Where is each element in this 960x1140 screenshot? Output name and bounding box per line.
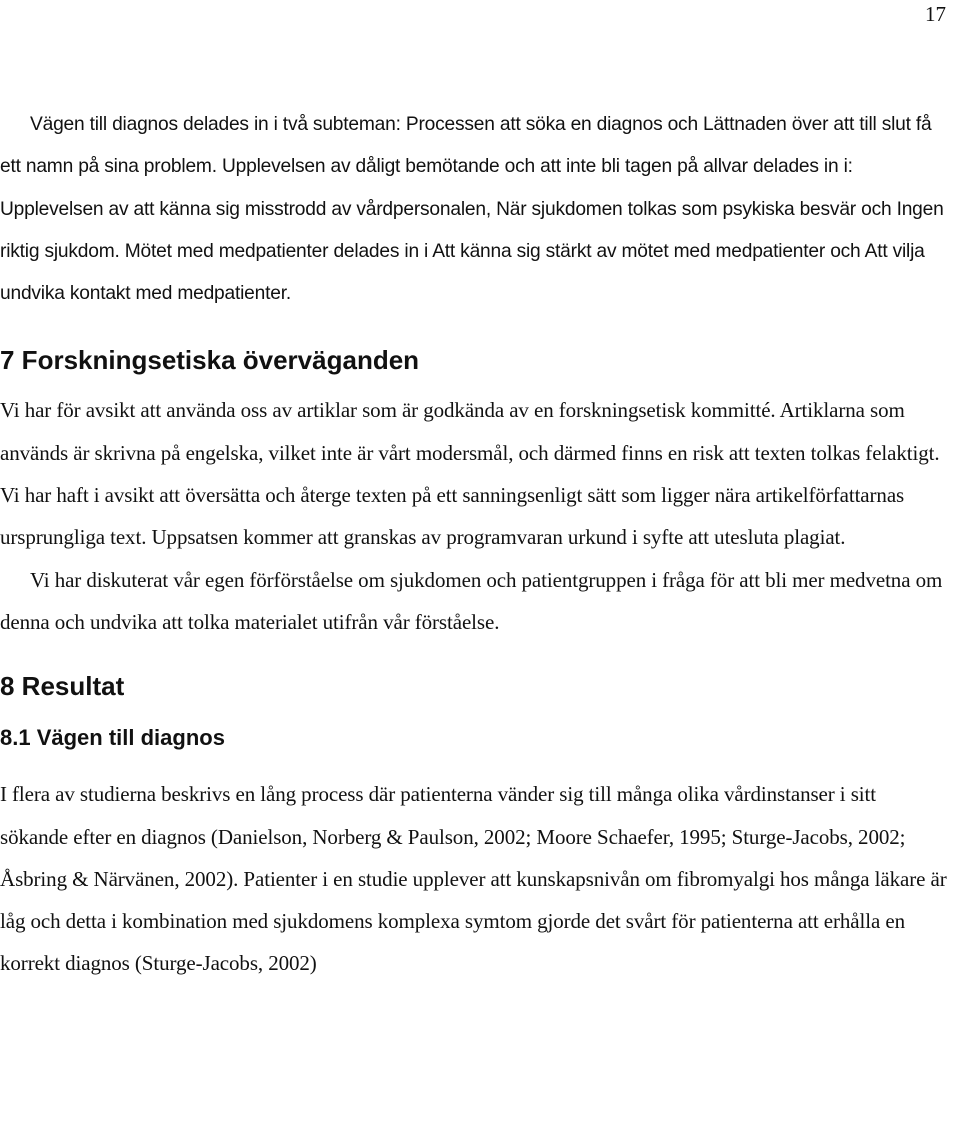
preunderstanding-paragraph: Vi har diskuterat vår egen förförståelse om sjukdomen och patientgruppen i fråga för att bli mer medvetna om denna och undvika att tolka materialet utifrån vår förståelse. [0, 567, 943, 634]
page-content [0, 104, 948, 985]
section-heading-results: 8 Resultat [0, 671, 125, 702]
ethics-paragraph: Vi har för avsikt att använda oss av artiklar som är godkända av en forskningsetisk kommitté. Artiklarna som används är skrivna på engelska, vilket inte är vårt modersmål, och därmed finns en risk att texten tolkas felaktigt. Vi har haft i avsikt att översätta och återge texten på ett sanningsenligt sätt som ligger nära artikelförfattarnas ursprungliga text. Uppsatsen kommer att granskas av programvaran urkund i syfte att utesluta plagiat. [0, 398, 940, 550]
diagnosis-paragraph: I flera av studierna beskrivs en lång process där patienterna vänder sig till många olika vårdinstanser i sitt sökande efter en diagnos (Danielson, Norberg & Paulson, 2002; Moore Schaefer, 1995; Sturge-Jacobs, 2002; Åsbring & Närvänen, 2002). Patienter i en studie upplever att kunskapsnivån om fibromyalgi hos många läkare är låg och detta i kombination med sjukdomens komplexa symtom gjorde det svårt för patienterna att erhålla en korrekt diagnos (Sturge-Jacobs, 2002) [0, 782, 947, 976]
section-heading-ethics: 7 Forskningsetiska överväganden [0, 345, 420, 376]
subsection-heading-path-to-diagnosis: 8.1 Vägen till diagnos [0, 725, 225, 751]
summary-paragraph: Vägen till diagnos delades in i två subteman: Processen att söka en diagnos och Lättnaden över att till slut få ett namn på sina problem. Upplevelsen av dåligt bemötande och att inte bli tagen på allvar delades in i: Upplevelsen av att känna sig misstrodd av vårdpersonalen, När sjukdomen tolkas som psykiska besvär och Ingen riktig sjukdom. Mötet med medpatienter delades in i Att känna sig stärkt av mötet med medpatienter och Att vilja undvika kontakt med medpatienter. [0, 114, 944, 305]
page-number: 17 [925, 2, 946, 26]
